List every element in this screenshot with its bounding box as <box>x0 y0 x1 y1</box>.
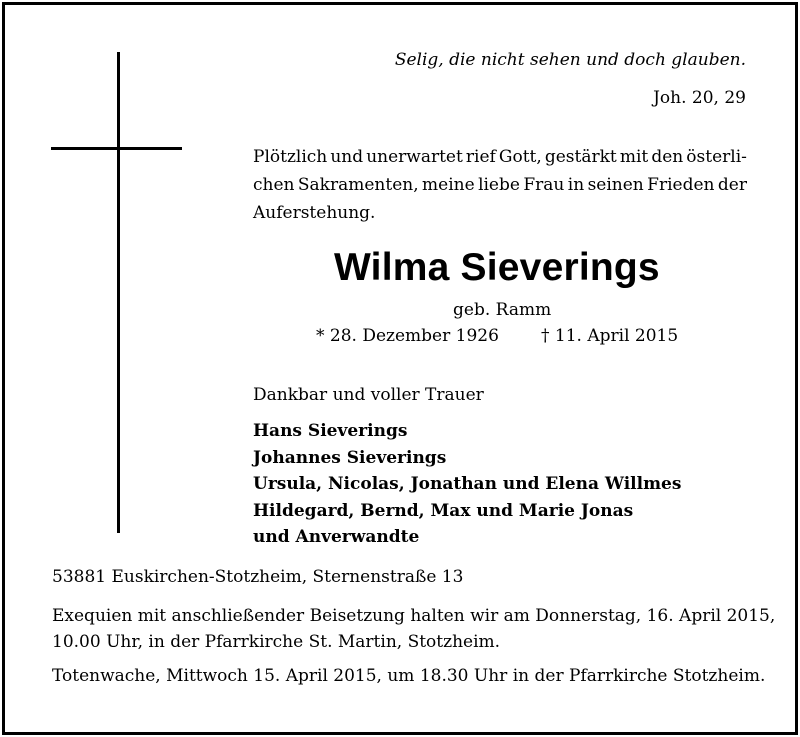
intro-line: chen Sakramenten, meine liebe Frau in seinen Frieden der <box>253 175 747 195</box>
mourner-entry: und Anverwandte <box>253 527 420 547</box>
intro-line: Auferstehung. <box>253 203 376 223</box>
mourner-entry: Johannes Sieverings <box>253 447 447 468</box>
mourners-list <box>253 418 681 551</box>
funeral-service-line: 10.00 Uhr, in der Pfarrkirche St. Martin, Stotzheim. <box>52 632 501 652</box>
mourner-entry: Hans Sieverings <box>253 421 408 441</box>
family-address: 53881 Euskirchen-Stotzheim, Sternenstraße 13 <box>52 567 464 587</box>
wake-info: Totenwache, Mittwoch 15. April 2015, um 18.30 Uhr in der Pfarrkirche Stotzheim. <box>52 666 766 686</box>
birth-date: * 28. Dezember 1926 <box>316 326 499 346</box>
funeral-service-info <box>52 603 776 655</box>
funeral-service-line: Exequien mit anschließender Beisetzung halten wir am Donnerstag, 16. April 2015, <box>52 606 776 626</box>
intro-text <box>253 143 747 227</box>
cross-icon-bar <box>51 147 182 150</box>
bible-verse-reference: Joh. 20, 29 <box>653 88 746 108</box>
bible-verse: Selig, die nicht sehen und doch glauben. <box>394 50 746 70</box>
intro-line: Plötzlich und unerwartet rief Gott, gestärkt mit den österli- <box>253 147 747 167</box>
cross-icon <box>117 52 120 533</box>
deceased-name: Wilma Sieverings <box>334 246 660 289</box>
mourner-entry: Ursula, Nicolas, Jonathan und Elena Willmes <box>253 474 682 494</box>
death-date: † 11. April 2015 <box>541 326 679 346</box>
birth-name: geb. Ramm <box>453 300 552 320</box>
mourners-intro: Dankbar und voller Trauer <box>253 385 484 405</box>
mourner-entry: Hildegard, Bernd, Max und Marie Jonas <box>253 500 634 521</box>
